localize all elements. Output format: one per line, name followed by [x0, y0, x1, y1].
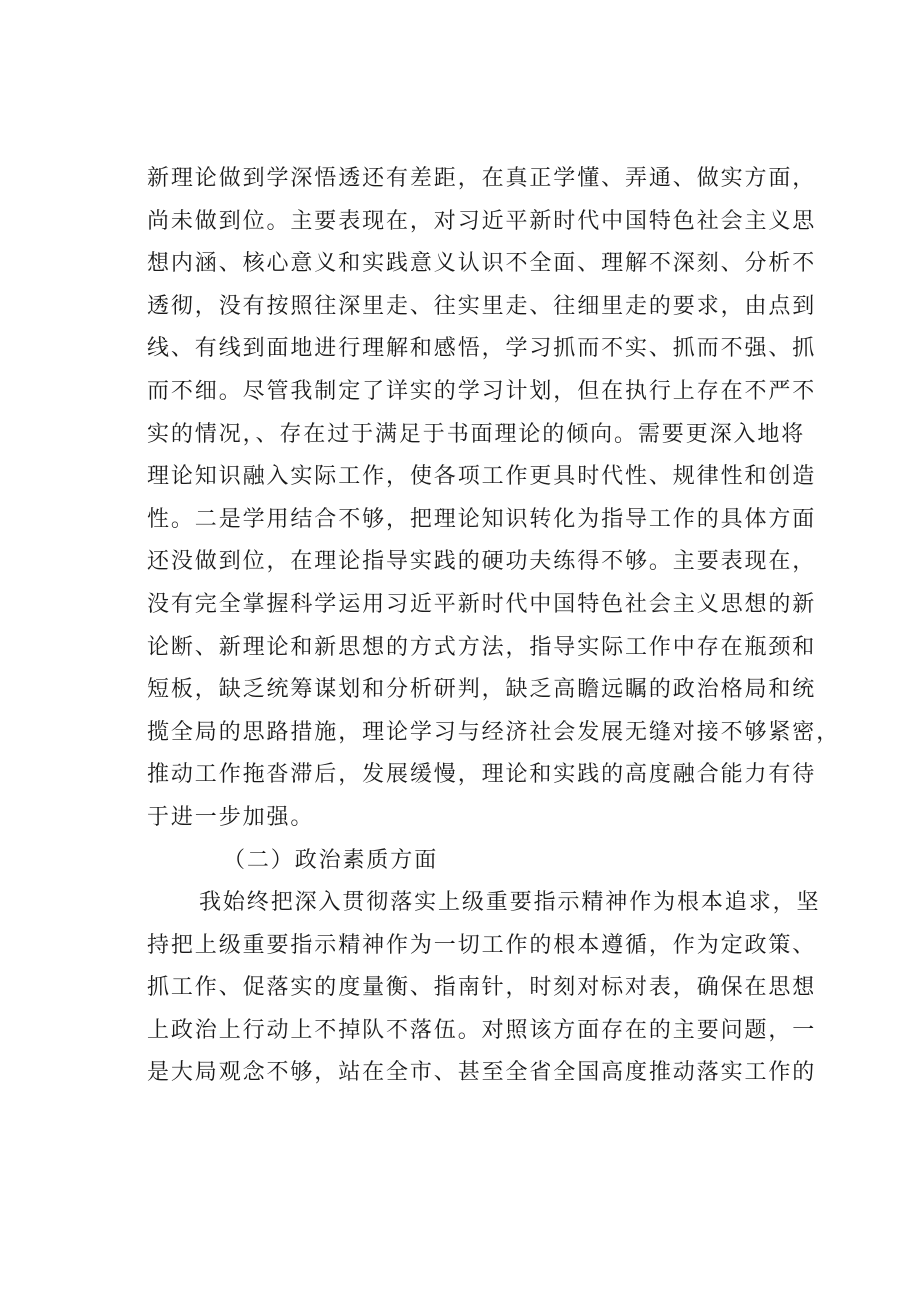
paragraph-1: [147, 158, 841, 840]
text-line: 理论知识融入实际工作，使各项工作更具时代性、规律性和创造: [147, 464, 817, 490]
text-line: 尚未做到位。主要表现在，对习近平新时代中国特色社会主义思: [147, 208, 817, 234]
text-line: 线、有线到面地进行理解和感悟，学习抓而不实、抓而不强、抓: [147, 336, 817, 362]
text-line: 于进一步加强。: [147, 804, 315, 830]
text-line: 没有完全掌握科学运用习近平新时代中国特色社会主义思想的新: [147, 591, 817, 617]
paragraph-2: [147, 882, 821, 1095]
section-heading: （二）政治素质方面: [223, 847, 439, 873]
text-line: 而不细。尽管我制定了详实的学习计划，但在执行上存在不严不: [147, 378, 817, 404]
text-line: 抓工作、促落实的度量衡、指南针，时刻对标对表，确保在思想: [147, 975, 817, 1001]
text-line: 新理论做到学深悟透还有差距，在真正学懂、弄通、做实方面，: [147, 166, 817, 191]
text-line: 性。二是学用结合不够，把理论知识转化为指导工作的具体方面: [147, 506, 817, 532]
text-line: 上政治上行动上不掉队不落伍。对照该方面存在的主要问题，一: [147, 1017, 817, 1043]
text-line: 透彻，没有按照往深里走、往实里走、往细里走的要求，由点到: [147, 293, 817, 319]
text-line: 持把上级重要指示精神作为一切工作的根本遵循，作为定政策、: [147, 932, 817, 958]
text-line: 揽全局的思路措施，理论学习与经济社会发展无缝对接不够紧密，: [147, 719, 841, 745]
text-line: 实的情况，、存在过于满足于书面理论的倾向。需要更深入地将: [147, 421, 806, 447]
text-line: 推动工作拖沓滞后，发展缓慢，理论和实践的高度融合能力有待: [147, 762, 817, 788]
text-line: 短板，缺乏统筹谋划和分析研判，缺乏高瞻远瞩的政治格局和统: [147, 677, 817, 703]
text-line: 还没做到位，在理论指导实践的硬功夫练得不够。主要表现在，: [147, 549, 817, 575]
text-line: 想内涵、核心意义和实践意义认识不全面、理解不深刻、分析不: [147, 251, 817, 277]
text-line: 论断、新理论和新思想的方式方法，指导实际工作中存在瓶颈和: [147, 634, 817, 660]
document-body: [147, 158, 841, 1095]
text-line: 是大局观念不够，站在全市、甚至全省全国高度推动落实工作的: [147, 1060, 817, 1086]
text-line: 我始终把深入贯彻落实上级重要指示精神作为根本追求，坚: [199, 890, 821, 916]
